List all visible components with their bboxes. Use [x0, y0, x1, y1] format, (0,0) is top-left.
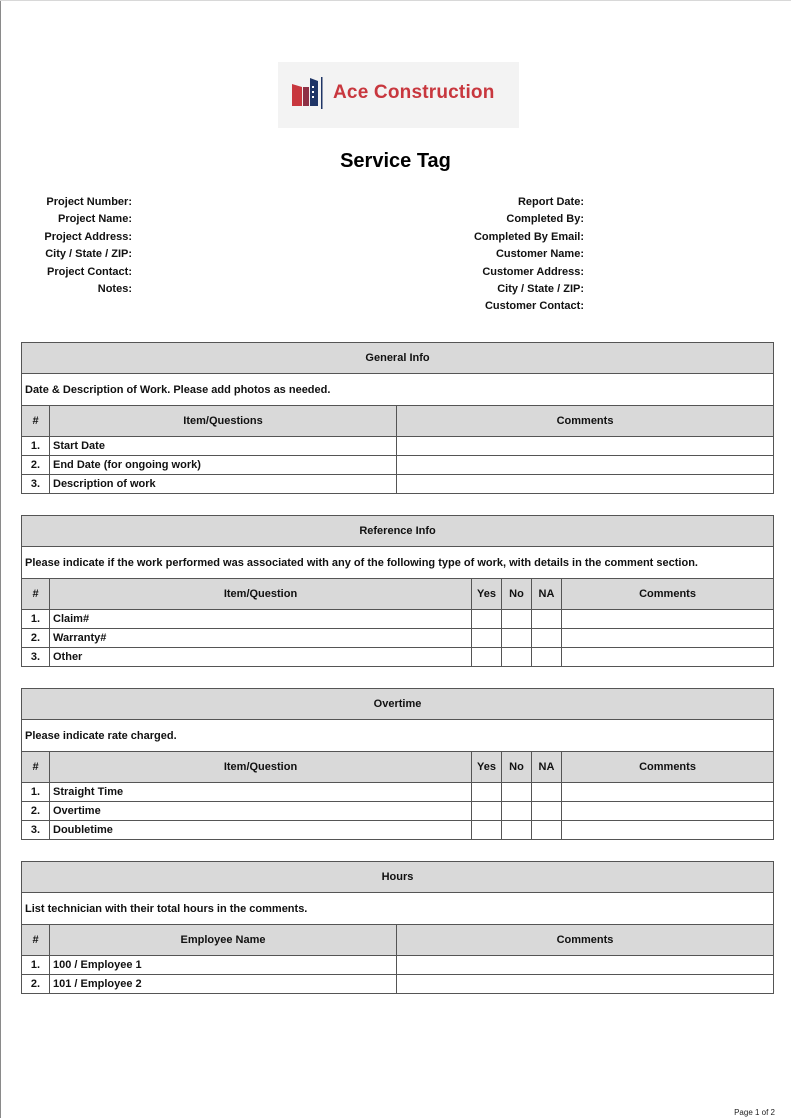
row-item: 101 / Employee 2	[50, 975, 397, 994]
no-cell[interactable]	[502, 783, 532, 802]
column-header-item: Item/Question	[50, 579, 472, 610]
field-completed-by-email: Completed By Email:	[473, 230, 584, 243]
column-header-comments: Comments	[562, 752, 774, 783]
table-row	[22, 437, 774, 456]
no-cell[interactable]	[502, 821, 532, 840]
row-item: End Date (for ongoing work)	[50, 456, 397, 475]
column-header-num: #	[22, 925, 50, 956]
comments-cell[interactable]	[562, 648, 774, 667]
table-row	[22, 456, 774, 475]
comments-cell[interactable]	[397, 456, 774, 475]
field-customer-contact: Customer Contact:	[484, 300, 584, 313]
field-customer-city-state-zip: City / State / ZIP:	[497, 282, 584, 295]
na-cell[interactable]	[532, 610, 562, 629]
row-number: 1.	[22, 610, 50, 629]
yes-cell[interactable]	[472, 648, 502, 667]
row-number: 1.	[22, 437, 50, 456]
na-cell[interactable]	[532, 783, 562, 802]
no-cell[interactable]	[502, 610, 532, 629]
table-row	[22, 821, 774, 840]
section-description: List technician with their total hours in the comments.	[22, 893, 774, 925]
column-header-comments: Comments	[397, 925, 774, 956]
field-completed-by: Completed By:	[506, 213, 584, 226]
row-number: 2.	[22, 629, 50, 648]
column-header-item: Item/Question	[50, 752, 472, 783]
na-cell[interactable]	[532, 629, 562, 648]
column-header-item: Item/Questions	[50, 406, 397, 437]
row-number: 3.	[22, 475, 50, 494]
na-cell[interactable]	[532, 648, 562, 667]
comments-cell[interactable]	[562, 783, 774, 802]
section-description: Please indicate if the work performed was associated with any of the following type of work, with details in the comment section.	[22, 547, 774, 579]
reference-info-table	[21, 515, 774, 667]
field-project-name: Project Name:	[58, 213, 132, 226]
row-number: 2.	[22, 456, 50, 475]
page-edge-top	[0, 0, 791, 1]
row-item: Doubletime	[50, 821, 472, 840]
brand-name: Ace Construction	[333, 82, 495, 103]
row-item: Overtime	[50, 802, 472, 821]
row-number: 1.	[22, 956, 50, 975]
overtime-table	[21, 688, 774, 840]
row-item: Straight Time	[50, 783, 472, 802]
na-cell[interactable]	[532, 821, 562, 840]
comments-cell[interactable]	[397, 956, 774, 975]
field-report-date: Report Date:	[517, 196, 584, 208]
table-row	[22, 629, 774, 648]
no-cell[interactable]	[502, 629, 532, 648]
row-number: 3.	[22, 648, 50, 667]
field-project-number: Project Number:	[46, 196, 132, 208]
section-header: General Info	[22, 343, 774, 374]
general-info-table	[21, 342, 774, 494]
yes-cell[interactable]	[472, 629, 502, 648]
table-row	[22, 475, 774, 494]
section-header: Overtime	[22, 689, 774, 720]
table-row	[22, 610, 774, 629]
column-header-comments: Comments	[397, 406, 774, 437]
table-row	[22, 783, 774, 802]
yes-cell[interactable]	[472, 783, 502, 802]
project-fields	[20, 194, 132, 298]
no-cell[interactable]	[502, 802, 532, 821]
column-header-num: #	[22, 579, 50, 610]
row-number: 3.	[22, 821, 50, 840]
page-indicator: Page 1 of 2	[734, 1108, 775, 1117]
column-header-no: No	[502, 752, 532, 783]
section-header: Reference Info	[22, 516, 774, 547]
row-item: 100 / Employee 1	[50, 956, 397, 975]
yes-cell[interactable]	[472, 802, 502, 821]
yes-cell[interactable]	[472, 821, 502, 840]
hours-table	[21, 861, 774, 994]
comments-cell[interactable]	[397, 437, 774, 456]
row-item: Description of work	[50, 475, 397, 494]
column-header-yes: Yes	[472, 752, 502, 783]
column-header-na: NA	[532, 752, 562, 783]
column-header-yes: Yes	[472, 579, 502, 610]
no-cell[interactable]	[502, 648, 532, 667]
row-number: 1.	[22, 783, 50, 802]
row-item: Claim#	[50, 610, 472, 629]
field-city-state-zip: City / State / ZIP:	[45, 248, 132, 261]
table-row	[22, 975, 774, 994]
column-header-num: #	[22, 752, 50, 783]
field-project-address: Project Address:	[44, 230, 132, 243]
comments-cell[interactable]	[562, 802, 774, 821]
na-cell[interactable]	[532, 802, 562, 821]
column-header-no: No	[502, 579, 532, 610]
column-header-comments: Comments	[562, 579, 774, 610]
comments-cell[interactable]	[397, 975, 774, 994]
table-row	[22, 802, 774, 821]
table-row	[22, 956, 774, 975]
comments-cell[interactable]	[562, 629, 774, 648]
field-customer-address: Customer Address:	[482, 265, 584, 278]
row-number: 2.	[22, 802, 50, 821]
page-title: Service Tag	[340, 150, 451, 172]
company-logo	[278, 62, 519, 128]
comments-cell[interactable]	[397, 475, 774, 494]
column-header-item: Employee Name	[50, 925, 397, 956]
building-logo-icon	[292, 76, 324, 110]
row-item: Other	[50, 648, 472, 667]
yes-cell[interactable]	[472, 610, 502, 629]
row-number: 2.	[22, 975, 50, 994]
field-project-contact: Project Contact:	[47, 265, 132, 278]
section-description: Please indicate rate charged.	[22, 720, 774, 752]
customer-fields	[420, 194, 584, 316]
section-description: Date & Description of Work. Please add photos as needed.	[22, 374, 774, 406]
section-header: Hours	[22, 862, 774, 893]
column-header-na: NA	[532, 579, 562, 610]
column-header-num: #	[22, 406, 50, 437]
field-notes: Notes:	[97, 282, 132, 295]
field-customer-name: Customer Name:	[495, 248, 584, 261]
table-row	[22, 648, 774, 667]
row-item: Warranty#	[50, 629, 472, 648]
comments-cell[interactable]	[562, 821, 774, 840]
comments-cell[interactable]	[562, 610, 774, 629]
row-item: Start Date	[50, 437, 397, 456]
